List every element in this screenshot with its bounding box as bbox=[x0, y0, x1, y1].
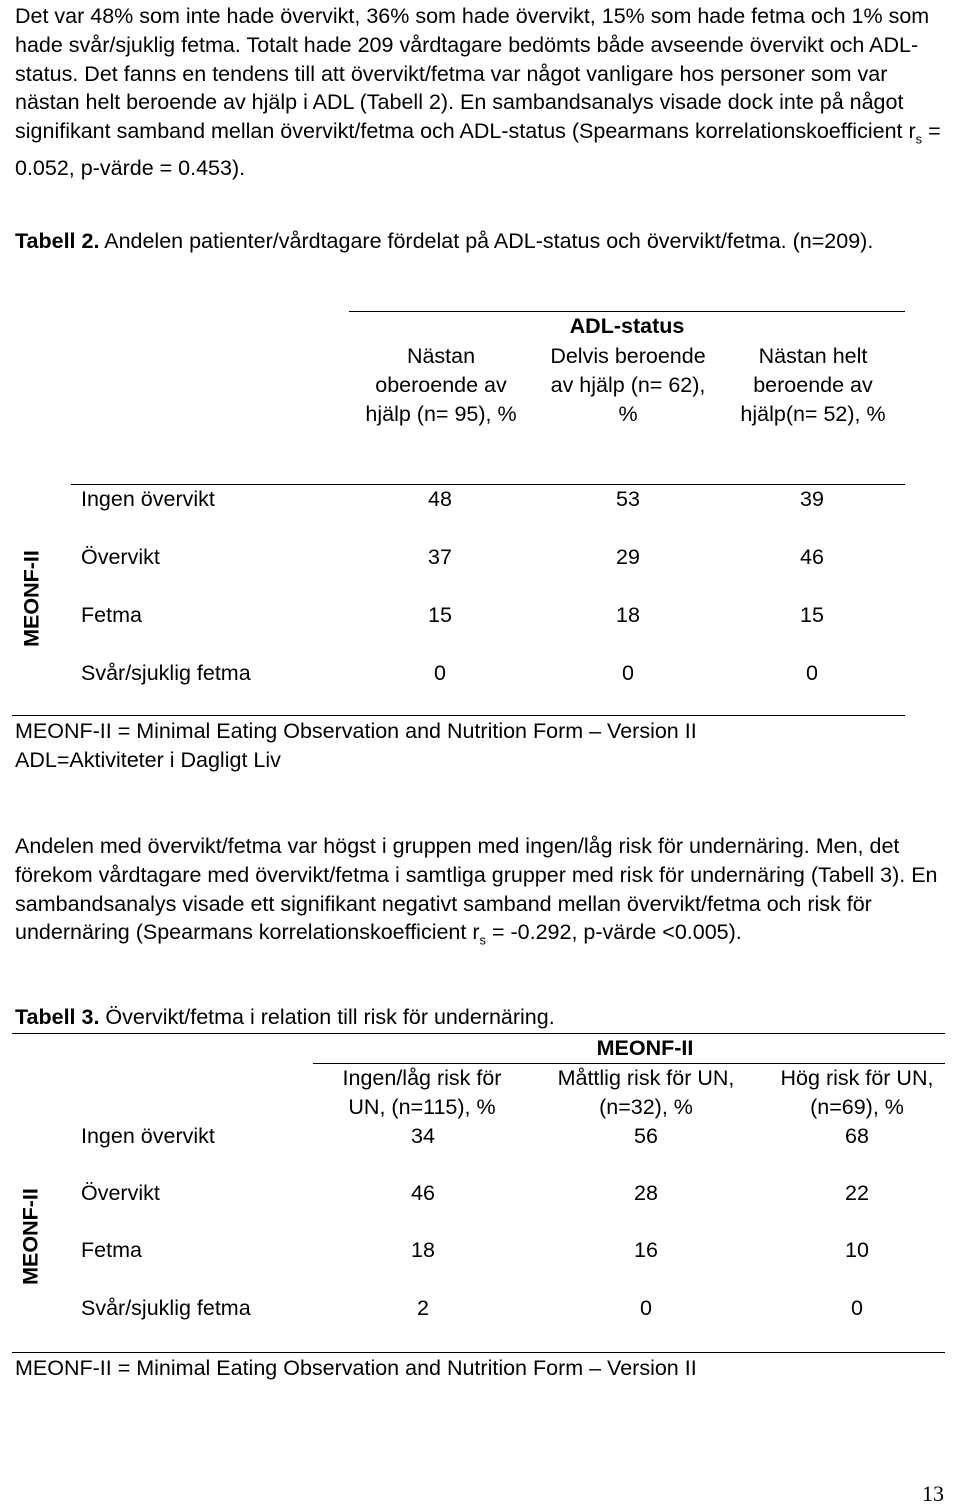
paragraph-text: Det var 48% som inte hade övervikt, 36% som hade övervikt, 15% som hade fetma och 1% som hade svår/sjuklig fetma. Totalt hade 209 vårdtagare bedömts både avseende övervikt och ADL-status. Det fanns en tendens till att övervikt/fetma var något vanligare hos personer som var nästan helt beroende av hjälp i ADL (Tabell 2). En sambandsanalys visade dock inte på något signifikant samband mellan övervikt/fetma och ADL-status (Spearmans korrelationskoefficient r bbox=[15, 4, 930, 144]
table2-caption bbox=[15, 227, 945, 256]
row-label: Svår/sjuklig fetma bbox=[81, 1296, 251, 1320]
table3-footnote: MEONF-II = Minimal Eating Observation and Nutrition Form – Version II bbox=[15, 1356, 697, 1380]
table-cell: 39 bbox=[800, 487, 824, 511]
table-cell: 16 bbox=[634, 1238, 658, 1262]
table-cell: 15 bbox=[428, 603, 452, 627]
table3-column-header: Ingen/låg risk för UN, (n=115), % bbox=[342, 1066, 502, 1119]
row-label: Fetma bbox=[81, 1238, 142, 1262]
table2-column-header: Delvis beroende av hjälp (n= 62), % bbox=[550, 344, 706, 426]
table-cell: 28 bbox=[634, 1181, 658, 1205]
table-cell: 0 bbox=[806, 661, 818, 685]
table3-caption-text: Övervikt/fetma i relation till risk för undernäring. bbox=[99, 1005, 555, 1029]
table-cell: 22 bbox=[845, 1181, 869, 1205]
paragraph-text-end: = 0.052, p-värde = 0.453). bbox=[15, 119, 941, 181]
paragraph-text: Andelen med övervikt/fetma var högst i gruppen med ingen/låg risk för undernäring. Men, det förekom vårdtagare med övervikt/fetma i samtliga grupper med risk för undernäring (Tabell 3). En sambandsanalys visade ett signifikant negativt samband mellan övervikt/fetma och risk för undernäring (Spearmans korrelationskoefficient r bbox=[15, 834, 938, 945]
table-cell: 18 bbox=[616, 603, 640, 627]
table3-side-label: MEONF-II bbox=[18, 1188, 43, 1285]
table2-caption-label: Tabell 2. bbox=[15, 229, 100, 253]
table3-group-header: MEONF-II bbox=[596, 1036, 694, 1060]
table3-column-header: Hög risk för UN, (n=69), % bbox=[780, 1066, 934, 1119]
table-cell: 10 bbox=[845, 1238, 869, 1262]
table2-group-header: ADL-status bbox=[569, 314, 685, 338]
row-label: Övervikt bbox=[81, 545, 160, 569]
row-label: Övervikt bbox=[81, 1181, 160, 1205]
table-cell: 46 bbox=[411, 1181, 435, 1205]
table-cell: 29 bbox=[616, 545, 640, 569]
table-cell: 53 bbox=[616, 487, 640, 511]
table-cell: 56 bbox=[634, 1124, 658, 1148]
table-cell: 0 bbox=[622, 661, 634, 685]
table-cell: 18 bbox=[411, 1238, 435, 1262]
row-label: Ingen övervikt bbox=[81, 487, 215, 511]
table-cell: 37 bbox=[428, 545, 452, 569]
table-cell: 34 bbox=[411, 1124, 435, 1148]
table-cell: 2 bbox=[417, 1296, 429, 1320]
table-cell: 48 bbox=[428, 487, 452, 511]
table-cell: 0 bbox=[851, 1296, 863, 1320]
table2-caption-text: Andelen patienter/vårdtagare fördelat på ADL-status och övervikt/fetma. (n=209). bbox=[99, 229, 874, 253]
table2-column-header: Nästan helt beroende av hjälp(n= 52), % bbox=[740, 344, 886, 426]
table-cell: 46 bbox=[800, 545, 824, 569]
table3-caption-label: Tabell 3. bbox=[15, 1005, 100, 1029]
paragraph-text-end: = -0.292, p-värde <0.005). bbox=[486, 920, 742, 945]
table-cell: 68 bbox=[845, 1124, 869, 1148]
subscript-s: s bbox=[915, 131, 923, 147]
page-number: 13 bbox=[922, 1481, 944, 1506]
table3-top-rule bbox=[12, 1033, 945, 1034]
table3-column-header: Måttlig risk för UN, (n=32), % bbox=[557, 1066, 735, 1119]
table2-column-header: Nästan oberoende av hjälp (n= 95), % bbox=[365, 344, 517, 426]
table-cell: 15 bbox=[800, 603, 824, 627]
row-label: Ingen övervikt bbox=[81, 1124, 215, 1148]
table2-bottom-rule bbox=[12, 715, 905, 716]
paragraph-adl-overweight bbox=[15, 2, 945, 183]
subscript-s: s bbox=[479, 932, 486, 948]
row-label: Svår/sjuklig fetma bbox=[81, 661, 251, 685]
paragraph-risk-undernutrition bbox=[15, 832, 945, 955]
table3-caption bbox=[15, 1003, 945, 1032]
table2-side-label: MEONF-II bbox=[19, 550, 44, 647]
table2-footnote: MEONF-II = Minimal Eating Observation and Nutrition Form – Version II bbox=[15, 719, 697, 743]
table3-bottom-rule bbox=[12, 1352, 945, 1353]
table-cell: 0 bbox=[640, 1296, 652, 1320]
table2-footnote: ADL=Aktiviteter i Dagligt Liv bbox=[15, 748, 281, 772]
row-label: Fetma bbox=[81, 603, 142, 627]
table-cell: 0 bbox=[434, 661, 446, 685]
